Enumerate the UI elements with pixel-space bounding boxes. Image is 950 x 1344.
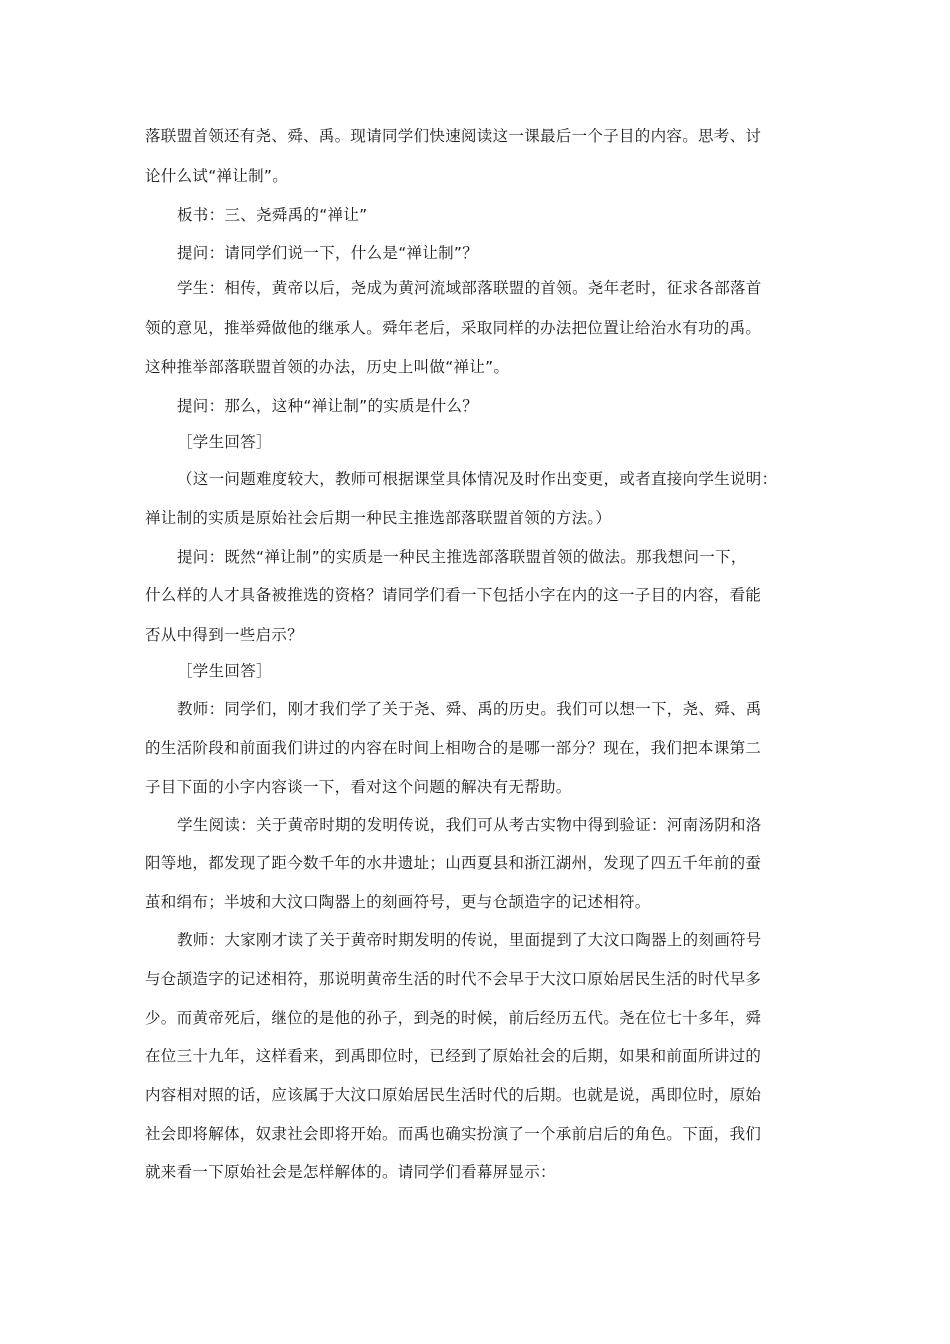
text-line: 与仓颉造字的记述相符，那说明黄帝生活的时代不会早于大汶口原始居民生活的时代早多 <box>145 970 762 988</box>
text-line: 什么样的人才具备被推选的资格？请同学们看一下包括小字在内的这一子目的内容，看能 <box>145 586 762 604</box>
text-line: 茧和绢布；半坡和大汶口陶器上的刻画符号，更与仓颉造字的记述相符。 <box>145 893 651 911</box>
text-line: 提问：请同学们说一下，什么是“禅让制”？ <box>177 244 479 262</box>
text-line: 子目下面的小字内容谈一下，看对这个问题的解决有无帮助。 <box>145 778 572 796</box>
text-line: 禅让制的实质是原始社会后期一种民主推选部落联盟首领的方法。） <box>145 509 612 527</box>
text-line: 否从中得到一些启示？ <box>145 626 304 644</box>
text-line: 教师：大家刚才读了关于黄帝时期发明的传说，里面提到了大汶口陶器上的刻画符号 <box>177 931 762 949</box>
text-line: 就来看一下原始社会是怎样解体的。请同学们看幕屏显示： <box>145 1163 556 1181</box>
text-line: 提问：那么，这种“禅让制”的实质是什么？ <box>177 397 479 415</box>
text-line: ［学生回答］ <box>177 662 272 680</box>
text-line: 提问：既然“禅让制”的实质是一种民主推选部落联盟首领的做法。那我想问一下， <box>177 548 747 566</box>
text-line: （这一问题难度较大，教师可根据课堂具体情况及时作出变更，或者直接向学生说明： <box>177 470 778 488</box>
text-line: 社会即将解体，奴隶社会即将开始。而禹也确实扮演了一个承前启后的角色。下面，我们 <box>145 1125 762 1143</box>
text-line: ［学生回答］ <box>177 433 272 451</box>
text-line: 领的意见，推举舜做他的继承人。舜年老后，采取同样的办法把位置让给治水有功的禹。 <box>145 319 762 337</box>
text-line: 内容相对照的话，应该属于大汶口原始居民生活时代的后期。也就是说，禹即位时，原始 <box>145 1086 762 1104</box>
text-line: 论什么试“禅让制”。 <box>145 167 289 185</box>
text-line: 在位三十九年，这样看来，到禹即位时，已经到了原始社会的后期，如果和前面所讲过的 <box>145 1047 762 1065</box>
text-line: 学生：相传，黄帝以后，尧成为黄河流域部落联盟的首领。尧年老时，征求各部落首 <box>177 279 762 297</box>
text-line: 教师：同学们，刚才我们学了关于尧、舜、禹的历史。我们可以想一下，尧、舜、禹 <box>177 700 762 718</box>
text-line: 这种推举部落联盟首领的办法，历史上叫做“禅让”。 <box>145 358 510 376</box>
text-line: 阳等地，都发现了距今数千年的水井遗址；山西夏县和浙江湖州，发现了四五千年前的蚕 <box>145 854 762 872</box>
text-line: 的生活阶段和前面我们讲过的内容在时间上相吻合的是哪一部分？现在，我们把本课第二 <box>145 739 762 757</box>
text-line: 板书：三、尧舜禹的“禅让” <box>177 206 368 224</box>
text-line: 落联盟首领还有尧、舜、禹。现请同学们快速阅读这一课最后一个子目的内容。思考、讨 <box>145 127 762 145</box>
text-line: 学生阅读：关于黄帝时期的发明传说，我们可从考古实物中得到验证：河南汤阴和洛 <box>177 816 762 834</box>
text-line: 少。而黄帝死后，继位的是他的孙子，到尧的时候，前后经历五代。尧在位七十多年，舜 <box>145 1009 762 1027</box>
